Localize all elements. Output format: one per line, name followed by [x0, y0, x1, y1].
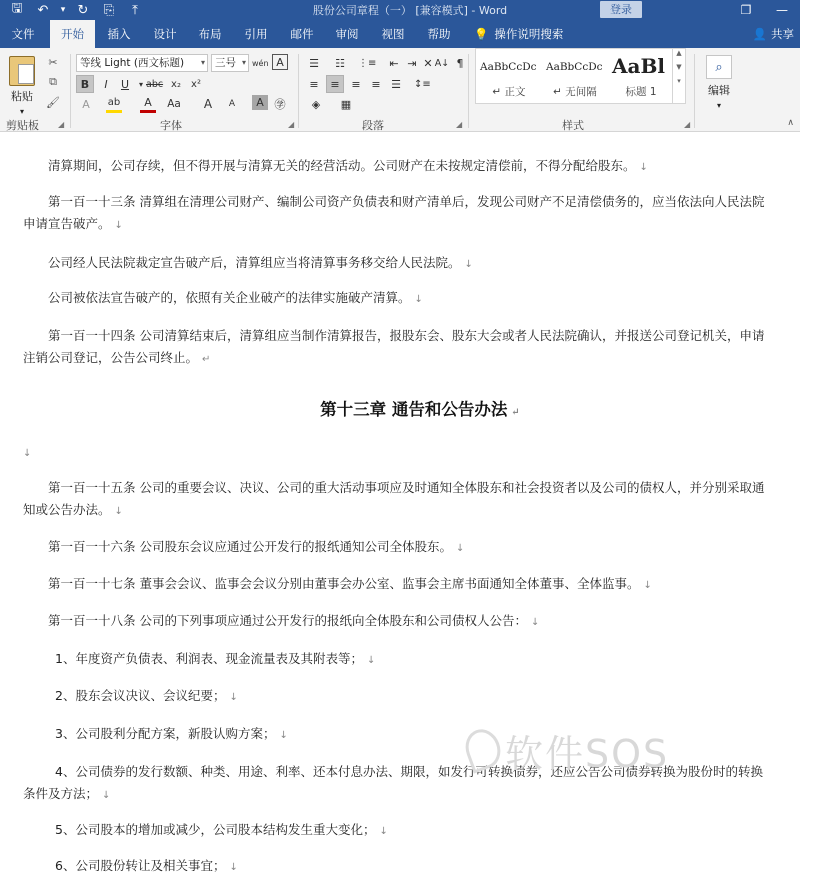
copy-icon[interactable]: ⧉ — [49, 75, 57, 88]
character-shading-icon[interactable]: A — [252, 95, 268, 110]
grow-font-icon[interactable]: A — [203, 97, 213, 111]
paste-button[interactable]: 粘贴 ▾ — [11, 90, 33, 116]
multilevel-list-icon[interactable]: ⋮≡ — [358, 57, 377, 69]
group-divider — [468, 54, 469, 128]
cut-icon[interactable]: ✂ — [48, 55, 58, 69]
italic-button[interactable]: I — [104, 77, 108, 91]
undo-icon[interactable]: ↶ — [37, 2, 49, 18]
text-effects-icon[interactable]: A — [82, 97, 90, 111]
shading-icon[interactable]: ◈ — [311, 97, 321, 111]
paragraph-launcher-icon[interactable]: ◢ — [456, 120, 463, 129]
change-case-icon[interactable]: Aa — [167, 98, 181, 110]
clipboard-group-label: 剪贴板 — [6, 119, 39, 132]
tab-layout[interactable]: 布局 — [198, 27, 222, 41]
shrink-font-icon[interactable]: A — [228, 99, 236, 109]
superscript-button[interactable]: x² — [191, 78, 201, 90]
decrease-indent-icon[interactable]: ⇤ — [389, 56, 399, 70]
font-launcher-icon[interactable]: ◢ — [288, 120, 295, 129]
scroll-up-icon[interactable]: ▲ — [676, 49, 682, 57]
scroll-down-icon[interactable]: ▼ — [676, 63, 682, 71]
enclose-characters-icon[interactable]: ㊫ — [274, 98, 286, 111]
tab-file[interactable]: 文件 — [11, 27, 35, 41]
ribbon-home — [0, 48, 800, 132]
paragraph: 第一百一十七条 董事会会议、监事会会议分别由董事会办公室、监事会主席书面通知全体董事、全体监事。 ↓ — [48, 576, 652, 591]
list-item: 3、公司股利分配方案，新股认购方案； ↓ — [55, 726, 288, 741]
line-spacing-icon[interactable]: ↕≡ — [414, 78, 431, 90]
styles-scroll[interactable] — [673, 48, 686, 104]
strikethrough-button[interactable]: abc — [146, 78, 164, 90]
bold-button[interactable]: B — [76, 75, 94, 93]
tab-mailings[interactable]: 邮件 — [290, 27, 314, 41]
paragraph: 第一百一十三条 清算组在清理公司财产、编制公司资产负债表和财产清单后，发现公司财产不足清偿债务的，应当依法向人民法院申请宣告破产。 ↓ — [23, 194, 765, 231]
empty-paragraph-mark: ↓ — [23, 448, 32, 459]
login-button[interactable]: 登录 — [600, 1, 642, 18]
styles-launcher-icon[interactable]: ◢ — [684, 120, 691, 129]
styles-gallery — [475, 48, 673, 104]
chapter-heading: 第十三章 通告和公告办法 ↵ — [320, 400, 520, 419]
ribbon-tab-bar — [0, 20, 800, 48]
paragraph: 公司被依法宣告破产的，依照有关企业破产的法律实施破产清算。 ↓ — [48, 290, 423, 305]
save-icon[interactable]: 🖫 — [11, 1, 23, 16]
paragraph: 第一百一十五条 公司的重要会议、决议、公司的重大活动事项应及时通知全体股东和社会投资者以及公司的债权人，并分别采取通知或公告办法。 ↓ — [23, 480, 765, 517]
asian-layout-icon[interactable]: ✕ — [423, 56, 433, 70]
underline-button[interactable]: U — [120, 77, 130, 91]
format-painter-icon[interactable]: 🖌 — [46, 95, 60, 109]
undo-dropdown-icon[interactable]: ▾ — [60, 5, 66, 15]
quick-access-toolbar — [6, 1, 146, 19]
print-preview-icon[interactable]: ⎘ — [103, 2, 115, 18]
tab-insert[interactable]: 插入 — [107, 27, 131, 41]
subscript-button[interactable]: x₂ — [171, 78, 181, 90]
font-color-icon[interactable]: A — [140, 95, 156, 113]
bullets-icon[interactable]: ☰ — [309, 56, 319, 70]
list-item: 2、股东会议决议、会议纪要； ↓ — [55, 688, 238, 703]
lightbulb-icon: 💡 — [474, 27, 489, 41]
person-icon: 👤 — [752, 27, 767, 41]
align-left-icon[interactable]: ≡ — [309, 77, 319, 91]
document-title: 股份公司章程（一） [兼容模式] - Word — [312, 4, 508, 17]
minimize-icon[interactable]: — — [776, 3, 788, 17]
tab-references[interactable]: 引用 — [244, 27, 268, 41]
tab-help[interactable]: 帮助 — [427, 27, 451, 41]
group-divider — [694, 54, 695, 128]
style-heading-1[interactable]: AaBl 标题 1 — [612, 54, 665, 98]
style-no-spacing[interactable]: AaBbCcDc ↵ 无间隔 — [546, 61, 603, 98]
sort-icon[interactable]: A↓ — [434, 57, 450, 69]
tab-view[interactable]: 视图 — [381, 27, 405, 41]
character-border-icon[interactable]: A — [272, 54, 288, 70]
tell-me-search[interactable] — [474, 20, 563, 48]
share-button[interactable] — [753, 20, 794, 48]
align-right-icon[interactable]: ≡ — [351, 77, 361, 91]
paragraph: 公司经人民法院裁定宣告破产后，清算组应当将清算事务移交给人民法院。 ↓ — [48, 255, 473, 270]
tab-design[interactable]: 设计 — [153, 27, 177, 41]
paragraph: 第一百一十八条 公司的下列事项应通过公开发行的报纸向全体股东和公司债权人公告： ↓ — [48, 613, 540, 628]
watermark: 软件SOS — [505, 732, 670, 776]
restore-ribbon-icon[interactable]: ❐ — [740, 3, 752, 17]
style-normal[interactable]: AaBbCcDc ↵ 正文 — [480, 61, 537, 98]
list-item: 5、公司股本的增加或减少，公司股本结构发生重大变化； ↓ — [55, 822, 388, 837]
window-controls — [728, 0, 800, 20]
list-item: 1、年度资产负债表、利润表、现金流量表及其附表等； ↓ — [55, 651, 376, 666]
tell-me-label: 操作说明搜索 — [494, 27, 564, 41]
title-bar — [0, 0, 800, 20]
font-name-select[interactable]: 等线 Light (西文标题) ▾ — [76, 54, 208, 72]
redo-icon[interactable]: ↻ — [77, 2, 89, 18]
group-divider — [298, 54, 299, 128]
list-item: 6、公司股份转让及相关事宜； ↓ — [55, 858, 238, 873]
justify-icon[interactable]: ≡ — [371, 77, 381, 91]
show-marks-icon[interactable]: ¶ — [456, 56, 464, 70]
align-center-icon[interactable]: ≡ — [326, 75, 344, 93]
borders-icon[interactable]: ▦ — [340, 97, 352, 111]
underline-dropdown-icon[interactable]: ▾ — [138, 79, 143, 89]
font-group-label: 字体 — [160, 119, 182, 132]
group-divider — [70, 54, 71, 128]
font-size-select[interactable]: 三号 ▾ — [211, 54, 249, 72]
distributed-icon[interactable]: ☰ — [391, 77, 401, 91]
paragraph: 第一百一十四条 公司清算结束后，清算组应当制作清算报告，报股东会、股东大会或者人民法院确认，并报送公司登记机关，申请注销公司登记，公告公司终止。 ↵ — [23, 328, 765, 365]
phonetic-guide-icon[interactable]: wén — [252, 58, 269, 68]
collapse-ribbon-icon[interactable]: ∧ — [787, 118, 794, 128]
paragraph: 清算期间，公司存续，但不得开展与清算无关的经营活动。公司财产在未按规定清偿前，不得分配给股东。 ↓ — [48, 158, 648, 173]
tab-review[interactable]: 审阅 — [335, 27, 359, 41]
styles-group-label: 样式 — [562, 119, 584, 132]
increase-indent-icon[interactable]: ⇥ — [407, 56, 417, 70]
document-page[interactable] — [0, 133, 800, 873]
paste-icon[interactable] — [9, 56, 35, 86]
clipboard-launcher-icon[interactable]: ◢ — [58, 120, 65, 129]
editing-button[interactable]: 编辑 ▾ — [708, 84, 730, 110]
paragraph: 第一百一十六条 公司股东会议应通过公开发行的报纸通知公司全体股东。 ↓ — [48, 539, 465, 554]
paragraph-group-label: 段落 — [362, 119, 384, 132]
list-item: 4、公司债券的发行数额、种类、用途、利率、还本付息办法、期限，如发行可转换债券，还应公告公司债券转换为股份时的转换条件及方法； ↓ — [23, 764, 763, 801]
find-icon[interactable]: ⌕ — [706, 55, 732, 79]
tab-home[interactable]: 开始 — [50, 20, 95, 49]
styles-more-icon[interactable]: ▾ — [677, 77, 681, 85]
touch-mode-icon[interactable]: ⤒ — [132, 2, 138, 18]
numbering-icon[interactable]: ☷ — [335, 56, 345, 70]
share-label: 共享 — [771, 27, 794, 41]
highlight-color-icon[interactable]: ab — [106, 95, 122, 113]
